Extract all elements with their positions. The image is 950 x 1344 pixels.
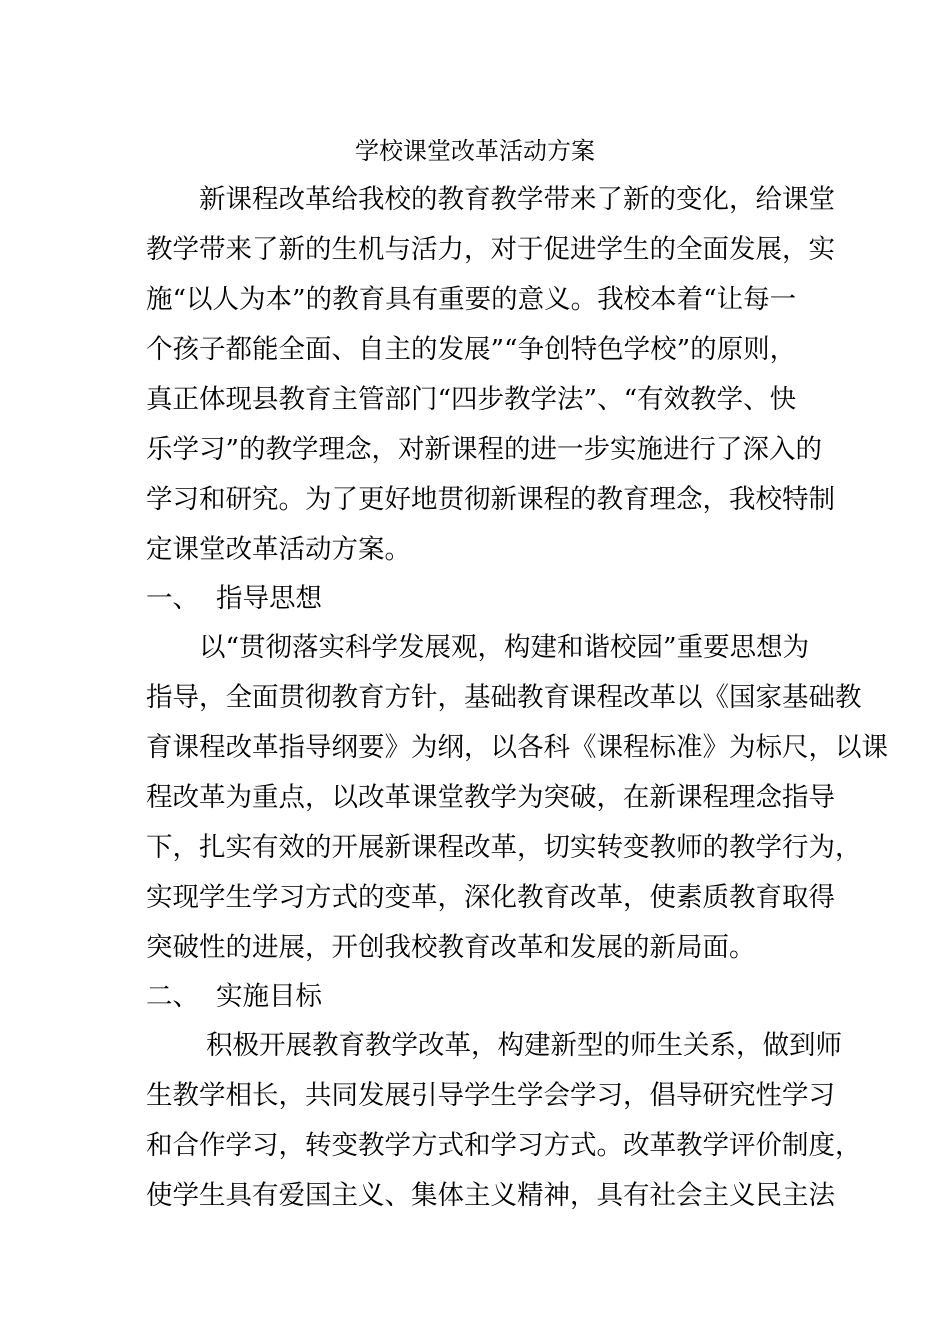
section2-line: 使学生具有爱国主义、集体主义精神，具有社会主义民主法 bbox=[146, 1180, 835, 1211]
document-title: 学校课堂改革活动方案 bbox=[355, 137, 595, 165]
section-heading-2 bbox=[146, 977, 810, 1017]
intro-line: 定课堂改革活动方案。 bbox=[146, 534, 411, 565]
section-number: 二、 bbox=[146, 981, 199, 1012]
section-title: 指导思想 bbox=[216, 583, 322, 614]
intro-line: 新课程改革给我校的教育教学带来了新的变化，给课堂 bbox=[199, 184, 835, 215]
section1-line: 实现学生学习方式的变革，深化教育改革，使素质教育取得 bbox=[146, 882, 835, 913]
section1-line: 突破性的进展，开创我校教育改革和发展的新局面。 bbox=[146, 932, 756, 963]
intro-line: 个孩子都能全面、自主的发展”“争创特色学校”的原则， bbox=[146, 334, 797, 365]
intro-line: 施“以人为本”的教育具有重要的意义。我校本着“让每一 bbox=[146, 284, 797, 315]
intro-line: 学习和研究。为了更好地贯彻新课程的教育理念，我校特制 bbox=[146, 484, 835, 515]
section-number: 一、 bbox=[146, 583, 199, 614]
section1-line: 指导，全面贯彻教育方针，基础教育课程改革以《国家基础教 bbox=[146, 682, 862, 713]
section1-line: 育课程改革指导纲要》为纲，以各科《课程标准》为标尺，以课 bbox=[146, 732, 888, 763]
section2-line: 积极开展教育教学改革，构建新型的师生关系，做到师 bbox=[206, 1030, 842, 1061]
intro-line: 真正体现县教育主管部门“四步教学法”、“有效教学、快 bbox=[146, 384, 797, 415]
section2-line: 生教学相长，共同发展引导学生学会学习，倡导研究性学习 bbox=[146, 1080, 835, 1111]
intro-line: 乐学习”的教学理念，对新课程的进一步实施进行了深入的 bbox=[146, 434, 823, 465]
section-title: 实施目标 bbox=[216, 981, 322, 1012]
section1-line: 以“贯彻落实科学发展观，构建和谐校园”重要思想为 bbox=[199, 632, 810, 663]
section-heading-1 bbox=[146, 579, 810, 619]
section1-line: 下，扎实有效的开展新课程改革，切实转变教师的教学行为， bbox=[146, 832, 862, 863]
section1-line: 程改革为重点，以改革课堂教学为突破，在新课程理念指导 bbox=[146, 782, 835, 813]
section2-line: 和合作学习，转变教学方式和学习方式。改革教学评价制度， bbox=[146, 1130, 862, 1161]
intro-line: 教学带来了新的生机与活力，对于促进学生的全面发展，实 bbox=[146, 234, 835, 265]
